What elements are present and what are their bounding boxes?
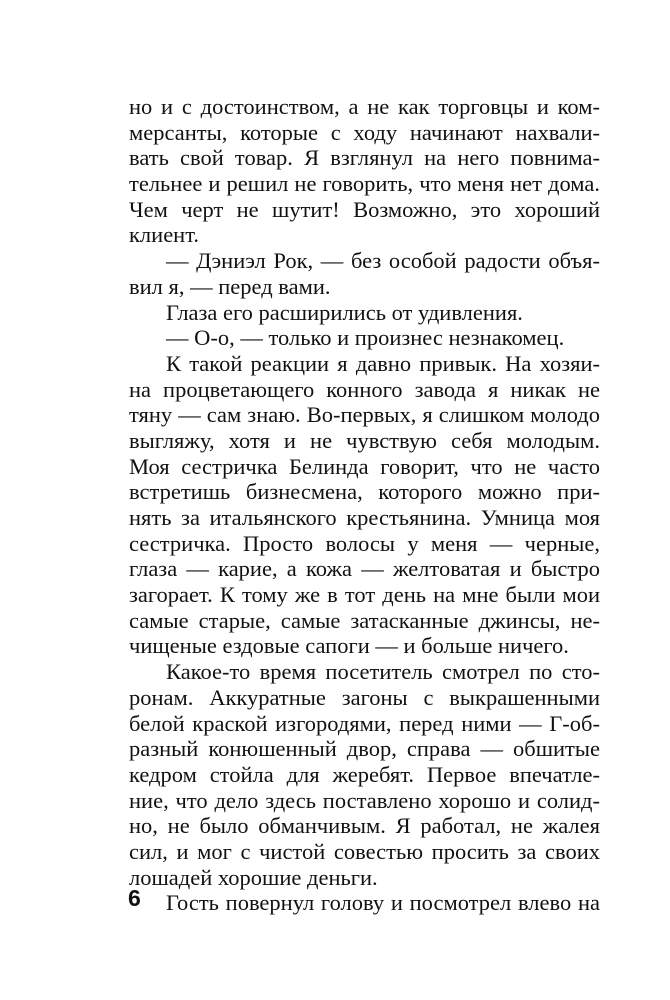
text-line: тельнее и решил не говорить, что меня нет дома.	[129, 171, 600, 197]
text-line: но, не было обманчивым. Я работал, не жалея	[129, 813, 600, 839]
text-line: глаза — карие, а кожа — желтоватая и быстро	[129, 556, 600, 582]
text-line: ние, что дело здесь поставлено хорошо и солид-	[129, 787, 600, 813]
text-line: Чем черт не шутит! Возможно, это хороший	[129, 196, 600, 222]
text-line: белой краской изгородями, перед ними — Г-об-	[129, 710, 600, 736]
text-line: сил, и мог с чистой совестью просить за своих	[129, 838, 600, 864]
text-line: разный конюшенный двор, справа — обшитые	[129, 736, 600, 762]
text-line: клиент.	[129, 222, 199, 248]
text-line: К такой реакции я давно привык. На хозяи-	[166, 350, 600, 376]
text-line: вил я, — перед вами.	[129, 273, 331, 299]
text-line: выгляжу, хотя и не чувствую себя молодым.	[129, 427, 600, 453]
text-line: — О-о, — только и произнес незнакомец.	[166, 325, 565, 351]
body-text	[129, 94, 600, 916]
text-line: — Дэниэл Рок, — без особой радости объя-	[166, 248, 600, 274]
text-line: встретишь бизнесмена, которого можно при-	[129, 479, 600, 505]
text-line: Глаза его расширились от удивления.	[166, 299, 523, 325]
text-line: Какое-то время посетитель смотрел по сто-	[166, 659, 600, 685]
text-line: вать свой товар. Я взглянул на него повнима-	[129, 145, 600, 171]
text-line: лошадей хорошие деньги.	[129, 864, 378, 890]
text-line: Моя сестричка Белинда говорит, что не часто	[129, 453, 600, 479]
text-line: загорает. К тому же в тот день на мне были мои	[129, 582, 600, 608]
page-number: 6	[128, 885, 141, 911]
text-line: чищеные ездовые сапоги — и больше ничего.	[129, 633, 569, 659]
text-line: мерсанты, которые с ходу начинают нахвали-	[129, 119, 600, 145]
text-line: Гость повернул голову и посмотрел влево на	[166, 890, 600, 916]
text-line: кедром стойла для жеребят. Первое впечатле-	[129, 761, 600, 787]
text-line: нять за итальянского крестьянина. Умница моя	[129, 505, 600, 530]
text-line: самые старые, самые затасканные джинсы, не-	[129, 607, 600, 633]
text-line: тяну — сам знаю. Во-первых, я слишком молодо	[129, 402, 600, 428]
text-line: сестричка. Просто волосы у меня — черные,	[129, 530, 600, 556]
text-line: но и с достоинством, а не как торговцы и ком-	[129, 94, 600, 119]
text-line: ронам. Аккуратные загоны с выкрашенными	[129, 684, 600, 710]
text-line: на процветающего конного завода я никак не	[129, 376, 600, 402]
